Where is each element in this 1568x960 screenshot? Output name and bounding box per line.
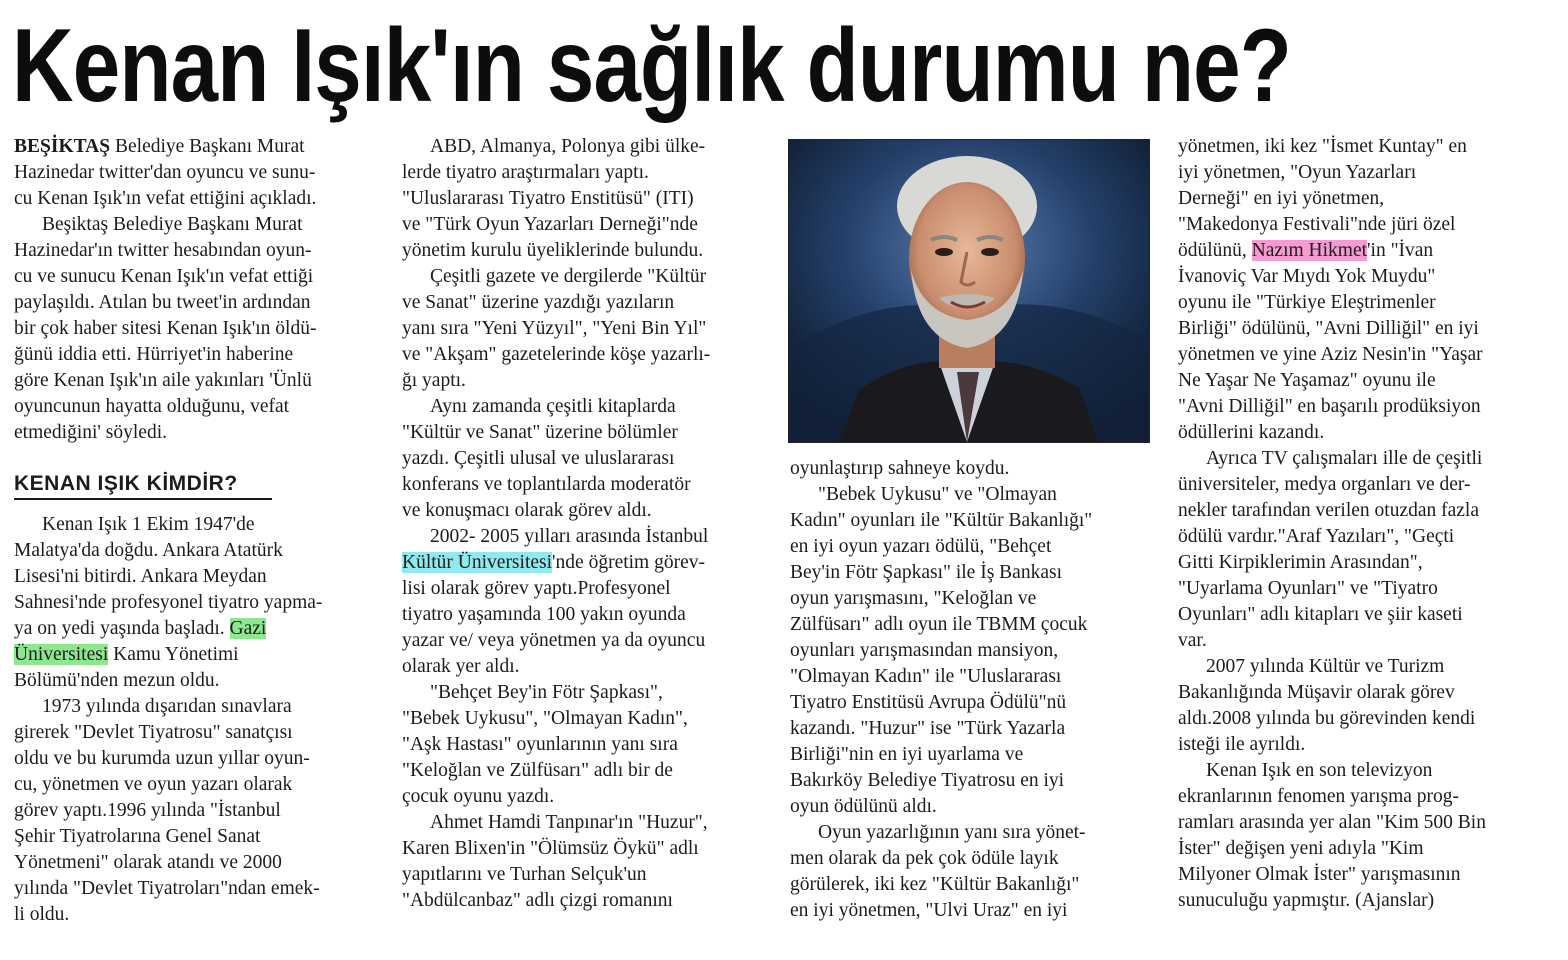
text-line: ödüllerini kazandı. xyxy=(1178,422,1325,443)
highlighted-term: Kültür Üniversitesi xyxy=(402,552,553,573)
text-line: Tiyatro Enstitüsü Avrupa Ödülü"nü xyxy=(790,692,1067,713)
text-line: İster" değişen yeni adıyla "Kim xyxy=(1178,838,1424,859)
text-line: "Keloğlan ve Zülfüsarı" adlı bir de xyxy=(402,760,673,781)
portrait-illustration xyxy=(789,140,1149,442)
text-line: Oyunları" adlı kitapları ve şiir kaseti xyxy=(1178,604,1463,625)
text-line: Ayrıca TV çalışmaları ille de çeşitli xyxy=(1206,448,1483,469)
text-line: "Kültür ve Sanat" üzerine bölümler xyxy=(402,422,678,443)
text-line: Milyoner Olmak İster" yarışmasının xyxy=(1178,864,1461,885)
text-line: görev yaptı.1996 yılında "İstanbul xyxy=(14,800,281,821)
article-column-4 xyxy=(1178,134,1548,914)
text-line: yılında "Devlet Tiyatroları"ndan emek- xyxy=(14,878,320,899)
text-line: ramları arasında yer alan "Kim 500 Bin xyxy=(1178,812,1486,833)
text-line: "Olmayan Kadın" ile "Uluslararası xyxy=(790,666,1062,687)
text-line: "Makedonya Festivali"nde jüri özel xyxy=(1178,214,1456,235)
text-line: ve konuşmacı olarak görev aldı. xyxy=(402,500,652,521)
text-line: girerek "Devlet Tiyatrosu" sanatçısı xyxy=(14,722,293,743)
text-line: "Aşk Hastası" oyunlarının yanı sıra xyxy=(402,734,678,755)
text-line: aldı.2008 yılında bu görevinden kendi xyxy=(1178,708,1476,729)
text-line: oyuncunun hayatta olduğunu, vefat xyxy=(14,396,290,417)
text-line: yönetmen, iki kez "İsmet Kuntay" en xyxy=(1178,136,1467,157)
text-line: oldu ve bu kurumda uzun yıllar oyun- xyxy=(14,748,310,769)
text-line: iyi yönetmen, "Oyun Yazarları xyxy=(1178,162,1417,183)
section-heading: KENAN IŞIK KİMDİR? xyxy=(14,472,272,500)
text-line: yazar ve/ veya yönetmen ya da oyuncu xyxy=(402,630,706,651)
text-line: Lisesi'ni bitirdi. Ankara Meydan xyxy=(14,566,267,587)
text-fragment: ödülünü, xyxy=(1178,240,1252,261)
text-line: yapıtlarını ve Turhan Selçuk'un xyxy=(402,864,647,885)
text-line: Şehir Tiyatrolarına Genel Sanat xyxy=(14,826,261,847)
text-line: oyun ödülünü aldı. xyxy=(790,796,937,817)
text-line: 1973 yılında dışarıdan sınavlara xyxy=(42,696,292,717)
text-line: Kenan Işık 1 Ekim 1947'de xyxy=(42,514,255,535)
text-line: Gitti Kirpiklerimin Arasından", xyxy=(1178,552,1423,573)
text-line: Kenan Işık en son televizyon xyxy=(1206,760,1433,781)
text-line: göre Kenan Işık'ın aile yakınları 'Ünlü xyxy=(14,370,312,391)
article-column-3 xyxy=(790,456,1150,924)
text-line: ekranlarının fenomen yarışma prog- xyxy=(1178,786,1460,807)
text-line: Hazinedar'ın twitter hesabından oyun- xyxy=(14,240,312,261)
text-line: çocuk oyunu yazdı. xyxy=(402,786,555,807)
text-line: görülerek, iki kez "Kültür Bakanlığı" xyxy=(790,874,1080,895)
text-line: Bölümü'nden mezun oldu. xyxy=(14,670,220,691)
text-line: Oyun yazarlığının yanı sıra yönet- xyxy=(818,822,1086,843)
text-line: ve Sanat" üzerine yazdığı yazıların xyxy=(402,292,675,313)
text-line: Bey'in Fötr Şapkası" ile İş Bankası xyxy=(790,562,1062,583)
text-line: Bakanlığında Müşavir olarak görev xyxy=(1178,682,1455,703)
text-line: üniversiteler, medya organları ve der- xyxy=(1178,474,1471,495)
highlighted-term: Gazi xyxy=(229,618,267,639)
text-line: "Bebek Uykusu" ve "Olmayan xyxy=(818,484,1057,505)
text-line: olarak yer aldı. xyxy=(402,656,520,677)
text-line: Birliği" ödülünü, "Avni Dilliğil" en iyi xyxy=(1178,318,1479,339)
text-line: 2007 yılında Kültür ve Turizm xyxy=(1206,656,1445,677)
text-line: tiyatro yaşamında 100 yakın oyunda xyxy=(402,604,686,625)
text-line: oyunlaştırıp sahneye koydu. xyxy=(790,458,1010,479)
text-fragment: 'nde öğretim görev- xyxy=(552,552,705,573)
text-line: Aynı zamanda çeşitli kitaplarda xyxy=(430,396,676,417)
text-line: "Uluslararası Tiyatro Enstitüsü" (ITI) xyxy=(402,188,694,209)
text-line: var. xyxy=(1178,630,1207,651)
text-line: lerde tiyatro araştırmaları yaptı. xyxy=(402,162,649,183)
text-line: paylaşıldı. Atılan bu tweet'in ardından xyxy=(14,292,311,313)
text-line: ABD, Almanya, Polonya gibi ülke- xyxy=(430,136,706,157)
text-line xyxy=(1178,238,1548,264)
text-line: Sahnesi'nde profesyonel tiyatro yapma- xyxy=(14,592,323,613)
text-line xyxy=(14,616,374,642)
text-line: ve "Akşam" gazetelerinde köşe yazarlı- xyxy=(402,344,711,365)
text-line: Birliği"nin en iyi uyarlama ve xyxy=(790,744,1024,765)
text-line: yönetmen ve yine Aziz Nesin'in "Yaşar xyxy=(1178,344,1483,365)
text-line: cu Kenan Işık'ın vefat ettiğini açıkladı. xyxy=(14,188,317,209)
text-line: men olarak da pek çok ödüle layık xyxy=(790,848,1059,869)
text-line: "Behçet Bey'in Fötr Şapkası", xyxy=(430,682,663,703)
text-line: Yönetmeni" olarak atandı ve 2000 xyxy=(14,852,282,873)
text-line: ve "Türk Oyun Yazarları Derneği"nde xyxy=(402,214,698,235)
text-line: kazandı. "Huzur" ise "Türk Yazarla xyxy=(790,718,1066,739)
text-line: yazdı. Çeşitli ulusal ve uluslararası xyxy=(402,448,675,469)
text-line: en iyi oyun yazarı ödülü, "Behçet xyxy=(790,536,1052,557)
text-line: ğı yaptı. xyxy=(402,370,466,391)
text-line: Derneği" en iyi yönetmen, xyxy=(1178,188,1385,209)
text-fragment: Kamu Yönetimi xyxy=(108,644,239,665)
text-line: cu, yönetmen ve oyun yazarı olarak xyxy=(14,774,293,795)
headline: Kenan Işık'ın sağlık durumu ne? xyxy=(12,8,1292,124)
text-line: "Avni Dilliğil" en başarılı prodüksiyon xyxy=(1178,396,1481,417)
text-line: oyunu ile "Türkiye Eleştrimenler xyxy=(1178,292,1436,313)
text-line: oyunları yarışmasından mansiyon, xyxy=(790,640,1059,661)
text-fragment: 'in "İvan xyxy=(1367,240,1434,261)
text-line: nekler tarafından verilen otuzdan fazla xyxy=(1178,500,1480,521)
text-line: Beşiktaş Belediye Başkanı Murat xyxy=(42,214,303,235)
text-line: İvanoviç Var Mıydı Yok Muydu" xyxy=(1178,266,1436,287)
highlighted-term: Üniversitesi xyxy=(14,644,109,665)
highlighted-term: Nazım Hikmet xyxy=(1251,240,1368,261)
text-line: Belediye Başkanı Murat xyxy=(110,136,305,157)
text-line: cu ve sunucu Kenan Işık'ın vefat ettiği xyxy=(14,266,314,287)
article-column-2 xyxy=(402,134,774,914)
text-line: bir çok haber sitesi Kenan Işık'ın öldü- xyxy=(14,318,317,339)
text-line: Bakırköy Belediye Tiyatrosu en iyi xyxy=(790,770,1065,791)
text-line xyxy=(402,550,774,576)
paragraph xyxy=(14,134,374,160)
article-column-1 xyxy=(14,134,374,928)
text-line: Çeşitli gazete ve dergilerde "Kültür xyxy=(430,266,707,287)
text-line: en iyi yönetmen, "Ulvi Uraz" en iyi xyxy=(790,900,1068,921)
text-line: sunuculuğu yapmıştır. (Ajanslar) xyxy=(1178,890,1435,911)
dateline: BEŞİKTAŞ xyxy=(14,136,111,157)
text-fragment: ya on yedi yaşında başladı. xyxy=(14,618,230,639)
text-line: yönetim kurulu üyeliklerinde bulundu. xyxy=(402,240,704,261)
text-line: etmediğini' söyledi. xyxy=(14,422,167,443)
text-line: Karen Blixen'in "Ölümsüz Öykü" adlı xyxy=(402,838,699,859)
text-line: 2002- 2005 yılları arasında İstanbul xyxy=(430,526,709,547)
text-line: Kadın" oyunları ile "Kültür Bakanlığı" xyxy=(790,510,1093,531)
text-line: "Bebek Uykusu", "Olmayan Kadın", xyxy=(402,708,688,729)
text-line xyxy=(14,642,374,668)
text-line: ğünü iddia etti. Hürriyet'in haberine xyxy=(14,344,294,365)
text-line: "Abdülcanbaz" adlı çizgi romanını xyxy=(402,890,673,911)
text-line: konferans ve toplantılarda moderatör xyxy=(402,474,691,495)
portrait-photo xyxy=(788,139,1150,443)
text-line: yanı sıra "Yeni Yüzyıl", "Yeni Bin Yıl" xyxy=(402,318,707,339)
text-line: ödülü vardır."Araf Yazıları", "Geçti xyxy=(1178,526,1455,547)
text-line: "Uyarlama Oyunları" ve "Tiyatro xyxy=(1178,578,1438,599)
text-line: isteği ile ayrıldı. xyxy=(1178,734,1306,755)
text-line: Malatya'da doğdu. Ankara Atatürk xyxy=(14,540,283,561)
text-line: lisi olarak görev yaptı.Profesyonel xyxy=(402,578,671,599)
text-line: Ahmet Hamdi Tanpınar'ın "Huzur", xyxy=(430,812,708,833)
text-line: Hazinedar twitter'dan oyuncu ve sunu- xyxy=(14,162,316,183)
text-line: Ne Yaşar Ne Yaşamaz" oyunu ile xyxy=(1178,370,1436,391)
text-line: Zülfüsarı" adlı oyun ile TBMM çocuk xyxy=(790,614,1088,635)
text-line: li oldu. xyxy=(14,904,70,925)
text-line: oyun yarışmasını, "Keloğlan ve xyxy=(790,588,1037,609)
